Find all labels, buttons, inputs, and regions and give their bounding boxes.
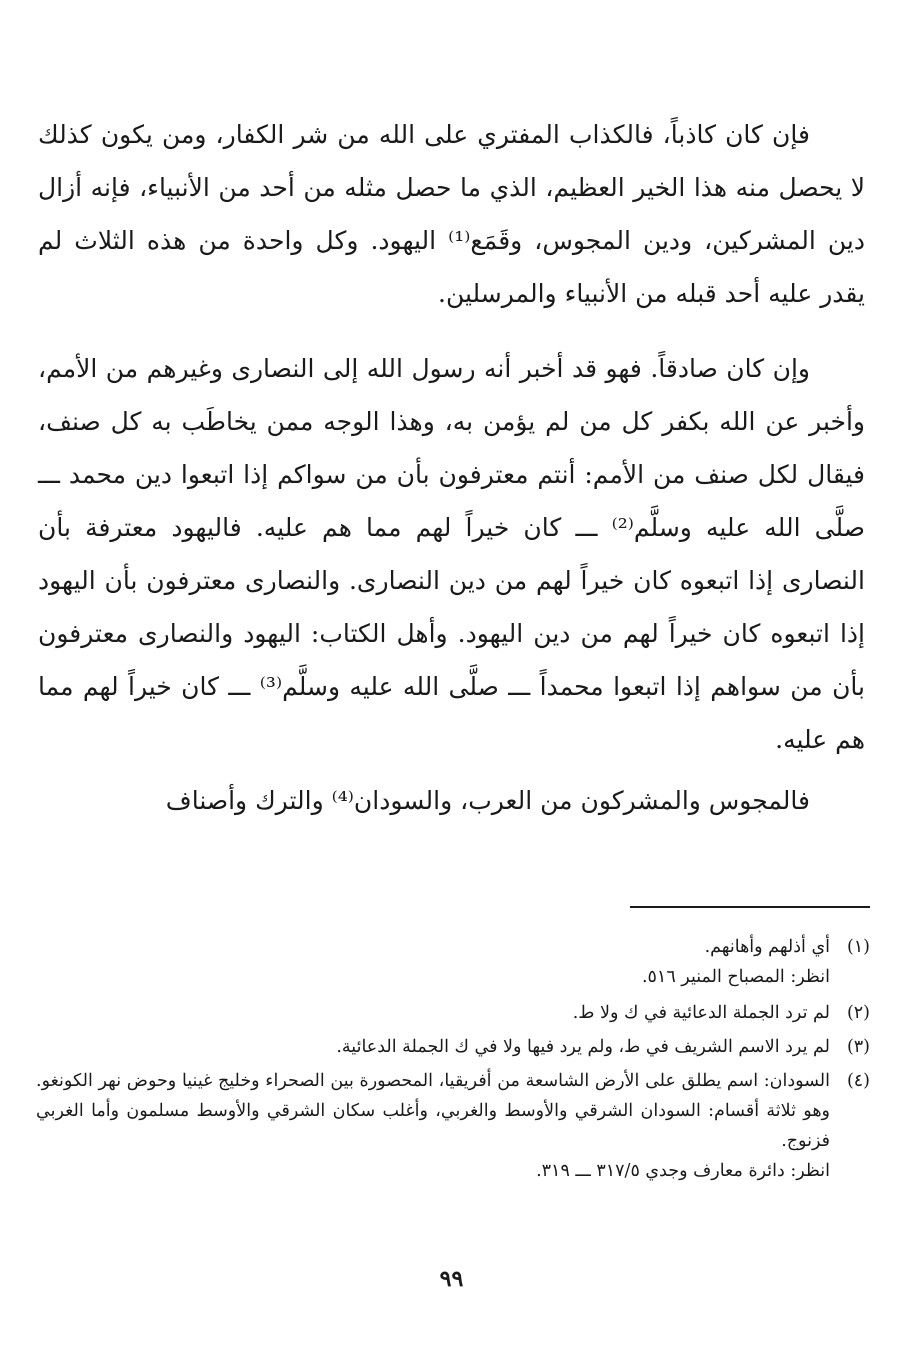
page-number: ٩٩ [439, 1266, 464, 1292]
footnotes-section [36, 932, 870, 1190]
footnote-number: (٣) [846, 1037, 870, 1057]
footnote-1 [36, 932, 870, 992]
footnote-text [36, 932, 830, 992]
footnote-line: أي أذلهم وأهانهم. [704, 937, 830, 957]
footnote-4 [36, 1066, 870, 1186]
footnote-line: انظر: دائرة معارف وجدي ٣١٧/٥ ـــ ٣١٩. [536, 1161, 830, 1181]
footnote-number: (٤) [846, 1071, 870, 1091]
footnote-line: لم ترد الجملة الدعائية في ك ولا ط. [572, 1003, 830, 1023]
footnote-text [36, 998, 830, 1028]
footnote-line: لم يرد الاسم الشريف في ط، ولم يرد فيها ولا في ك الجملة الدعائية. [336, 1037, 830, 1057]
footnote-line: السودان: اسم يطلق على الأرض الشاسعة من أفريقيا، المحصورة بين الصحراء وخليج غينيا وحوض نهر الكونغو. وهو ثلاثة أقسام: السودان الشرقي والأوسط والغربي، وأغلب سكان الشرقي والأوسط مسلمون وأما الغربي فزنوج. [36, 1071, 830, 1151]
footnote-separator [630, 906, 870, 908]
footnote-text [36, 1032, 830, 1062]
footnote-3 [36, 1032, 870, 1062]
paragraph-1: فإن كان كاذباً، فالكذاب المفتري على الله من شر الكفار، ومن يكون كذلك لا يحصل منه هذا الخير العظيم، الذي ما حصل مثله من أحد من الأنبياء، فإنه أزال دين المشركين، ودين المجوس، وقَمَع⁽¹⁾ اليهود. وكل واحدة من هذه الثلاث لم يقدر عليه أحد قبله من الأنبياء والمرسلين. [38, 120, 865, 308]
paragraph-3: فالمجوس والمشركون من العرب، والسودان⁽⁴⁾ والترك وأصناف [165, 786, 810, 815]
footnote-number: (٢) [846, 1003, 870, 1023]
footnote-line: انظر: المصباح المنير ٥١٦. [641, 967, 830, 987]
main-text-body [38, 108, 865, 827]
paragraph-2: وإن كان صادقاً. فهو قد أخبر أنه رسول الله إلى النصارى وغيرهم من الأمم، وأخبر عن الله بكفر كل من لم يؤمن به، وهذا الوجه ممن يخاطَب به كل صنف، فيقال لكل صنف من الأمم: أنتم معترفون بأن من سواكم إذا اتبعوا دين محمد ـــ صلَّى الله عليه وسلَّم⁽²⁾ ـــ كان خيراً لهم مما هم عليه. فاليهود معترفة بأن النصارى إذا اتبعوه كان خيراً لهم من دين النصارى. والنصارى معترفون بأن اليهود إذا اتبعوه كان خيراً لهم من دين اليهود. وأهل الكتاب: اليهود والنصارى معترفون بأن من سواهم إذا اتبعوا محمداً ـــ صلَّى الله عليه وسلَّم⁽³⁾ ـــ كان خيراً لهم مما هم عليه. [38, 354, 866, 754]
footnote-text [36, 1066, 830, 1186]
footnote-number: (١) [846, 937, 870, 957]
footnote-2 [36, 998, 870, 1028]
